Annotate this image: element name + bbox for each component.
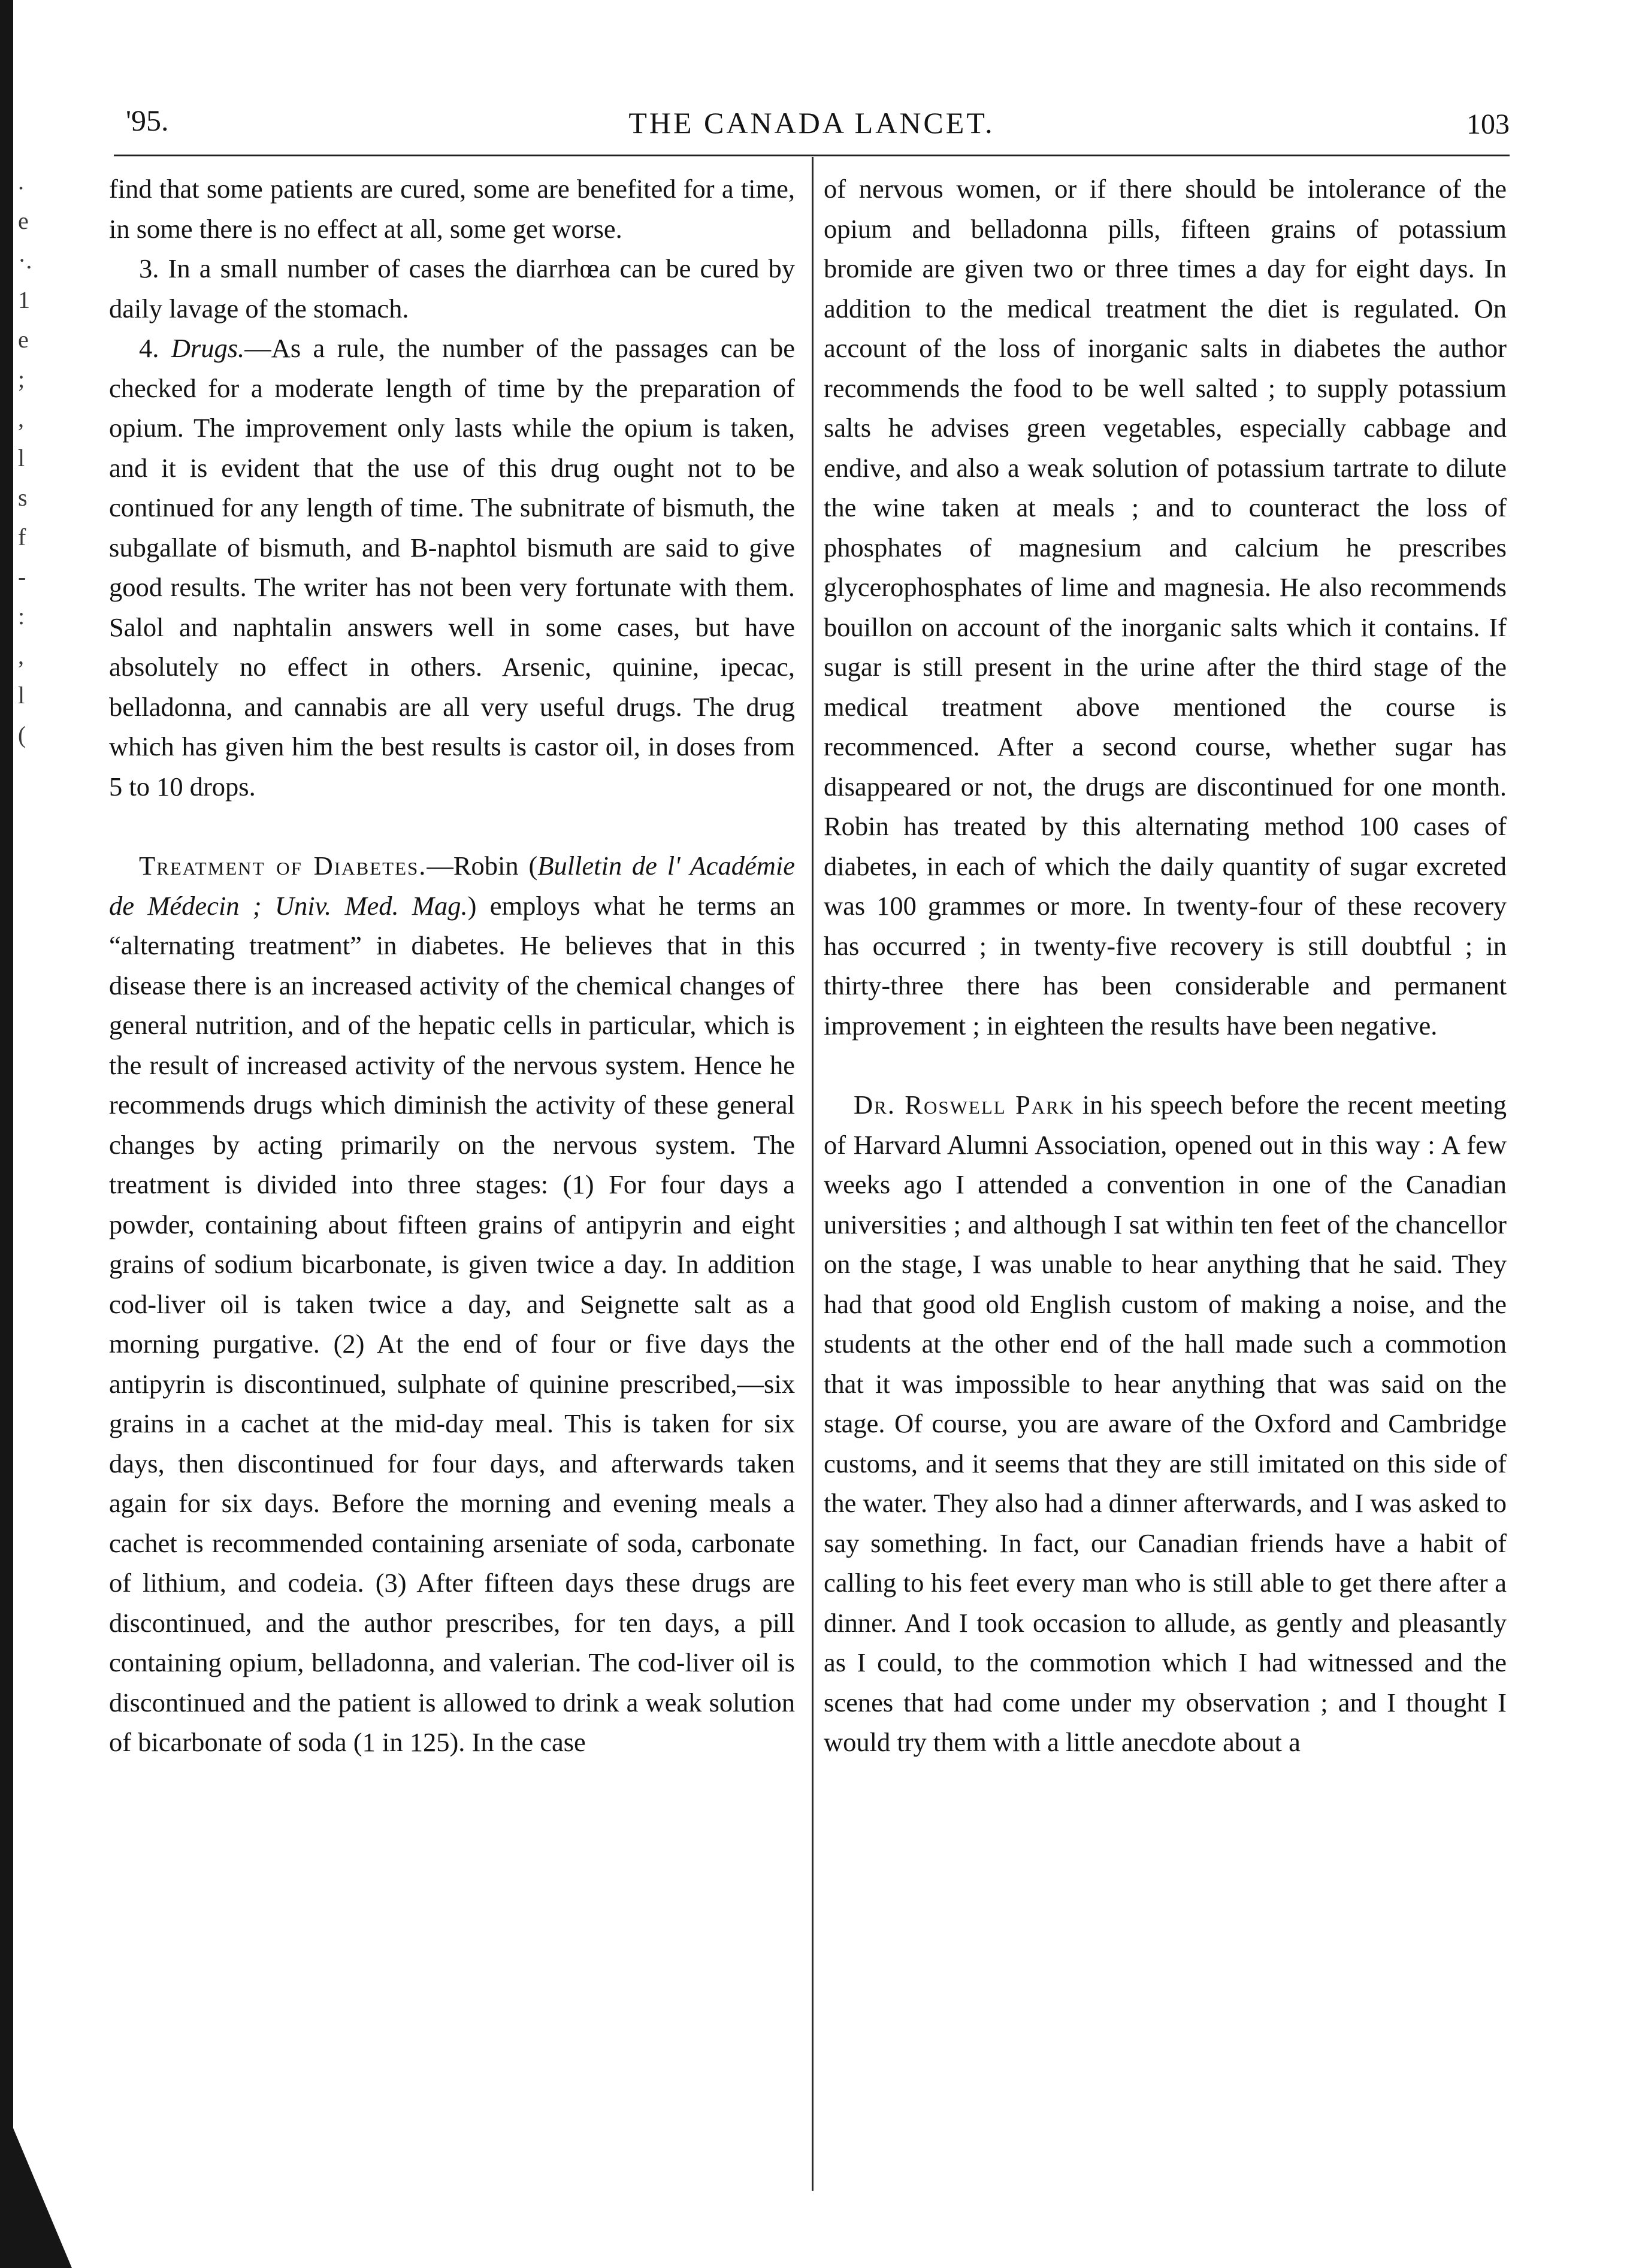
running-header [114,103,1510,151]
gutter-fragment: ; [18,365,25,392]
gutter-fragment: . [18,168,24,195]
gutter-fragment: l [18,682,25,709]
gutter-fragment: , [18,642,24,669]
header-rule [114,155,1510,156]
diabetes-heading: Treatment of Diabetes. [139,851,427,881]
gutter-fragment: l [18,444,25,471]
gutter-fragment: s [18,484,28,511]
column-divider [812,157,814,2191]
continued-paragraph: find that some patients are cured, some are benefited for a time, in some there is no effect at all, some get worse. [109,174,795,244]
diabetes-intro: —Robin ( [427,851,538,881]
page-binding-shadow [0,0,13,2268]
gutter-fragment: ·. [18,247,32,274]
lavage-paragraph: 3. In a small number of cases the diarrhœa can be cured by daily lavage of the stomach. [109,253,795,323]
gutter-fragment: : [18,603,25,630]
drugs-text: —As a rule, the number of the passages can be checked for a moderate length of time by the preparation of opium. The improvement only lasts while the opium is taken, and it is evident that the use of this drug ought not to be continued for any length of time. The subnitrate of bismuth, the subgallate of bismuth, and B-naphtol bismuth are said to give good results. The writer has not been very fortunate with them. Salol and naphtalin answers well in some cases, but have absolutely no effect in others. Arsenic, quinine, ipecac, belladonna, and cannabis are all very useful drugs. The drug which has given him the best results is castor oil, in doses from 5 to 10 drops. [109,333,795,802]
drugs-label: Drugs. [171,333,245,363]
page-binding-shadow-foot [0,2097,72,2268]
item-number: 4. [139,333,159,363]
gutter-fragment: f [18,524,26,551]
diabetes-source: Bulletin de l' Académie de Médecin ; Univ. Med. Mag. [109,851,795,921]
diabetes-article [109,846,795,1762]
page-number: 103 [1466,108,1510,140]
park-article [824,1085,1507,1762]
journal-title: THE CANADA LANCET. [628,106,995,140]
gutter-fragment: - [18,563,26,590]
gutter-fragment: ( [18,721,26,748]
drugs-paragraph [109,328,795,806]
diabetes-continuation: of nervous women, or if there should be intolerance of the opium and belladonna pills, fifteen grains of potassium bromide are given two or three times a day for eight days. In addition to the medical treatment the diet is regulated. On account of the loss of inorganic salts in diabetes the author recommends the food to be well salted ; to supply potassium salts he advises green vegetables, especially cabbage and endive, and also a weak solution of potassium tartrate to dilute the wine taken at meals ; and to counteract the loss of phosphates of magnesium and calcium he prescribes glycerophosphates of lime and magnesia. He also recommends bouillon on account of the inorganic salts which it contains. If sugar is still present in the urine after the third stage of the medical treatment above mentioned the course is recommenced. After a second course, whether sugar has disappeared or not, the drugs are discontinued for one month. Robin has treated by this alternating method 100 cases of diabetes, in each of which the daily quantity of sugar excreted was 100 grammes or more. In twenty-four of these recovery has occurred ; in twenty-five recovery is still doubtful ; in thirty-three there has been considerable and permanent improvement ; in eighteen the results have been negative. [824,174,1507,1041]
park-heading: Dr. Roswell Park [854,1090,1075,1120]
year-folio: '95. [126,104,169,137]
gutter-fragment: e [18,326,29,353]
diabetes-text: ) employs what he terms an “alternating treatment” in diabetes. He believes that in this disease there is an increased activity of the chemical changes of general nutrition, and of the hepatic cells in particular, which is the result of increased activity of the nervous system. Hence he recommends drugs which diminish the activity of these general changes by acting primarily on the nervous system. The treatment is divided into three stages: (1) For four days a powder, containing about fifteen grains of antipyrin and eight grains of sodium bicarbonate, is given twice a day. In addition cod-liver oil is taken twice a day, and Seignette salt as a morning purgative. (2) At the end of four or five days the antipyrin is discontinued, sulphate of quinine prescribed,—six grains in a cachet at the mid-day meal. This is taken for six days, then discontinued for four days, and afterwards taken again for six days. Before the morning and evening meals a cachet is recommended containing arseniate of soda, carbonate of lithium, and codeia. (3) After fifteen days these drugs are discontinued, and the author prescribes, for ten days, a pill containing opium, belladonna, and valerian. The cod-liver oil is discontinued and the patient is allowed to drink a weak solution of bicarbonate of soda (1 in 125). In the case [109,890,796,1757]
gutter-fragment: 1 [18,286,30,313]
left-column [109,169,795,1762]
gutter-fragment: e [18,207,29,234]
gutter-fragment: , [18,405,24,432]
park-text: in his speech before the recent meeting of Harvard Alumni Association, opened out in this way : A few weeks ago I attended a convention in one of the Canadian universities ; and although I sat within ten feet of the chancellor on the stage, I was unable to hear anything that he said. They had that good old English custom of making a noise, and the students at the other end of the hall made such a commotion that it was impossible to hear anything that was said on the stage. Of course, you are aware of the Oxford and Cambridge customs, and it seems that they are still imitated on this side of the water. They also had a dinner afterwards, and I was asked to say something. In fact, our Canadian friends have a habit of calling to his feet every man who is still able to get there after a dinner. And I took occasion to allude, as gently and pleasantly as I could, to the commotion which I had witnessed and the scenes that had come under my observation ; and I thought I would try them with a little anecdote about a [824,1090,1507,1757]
facing-page-fragments [18,162,42,755]
right-column [824,169,1507,1762]
